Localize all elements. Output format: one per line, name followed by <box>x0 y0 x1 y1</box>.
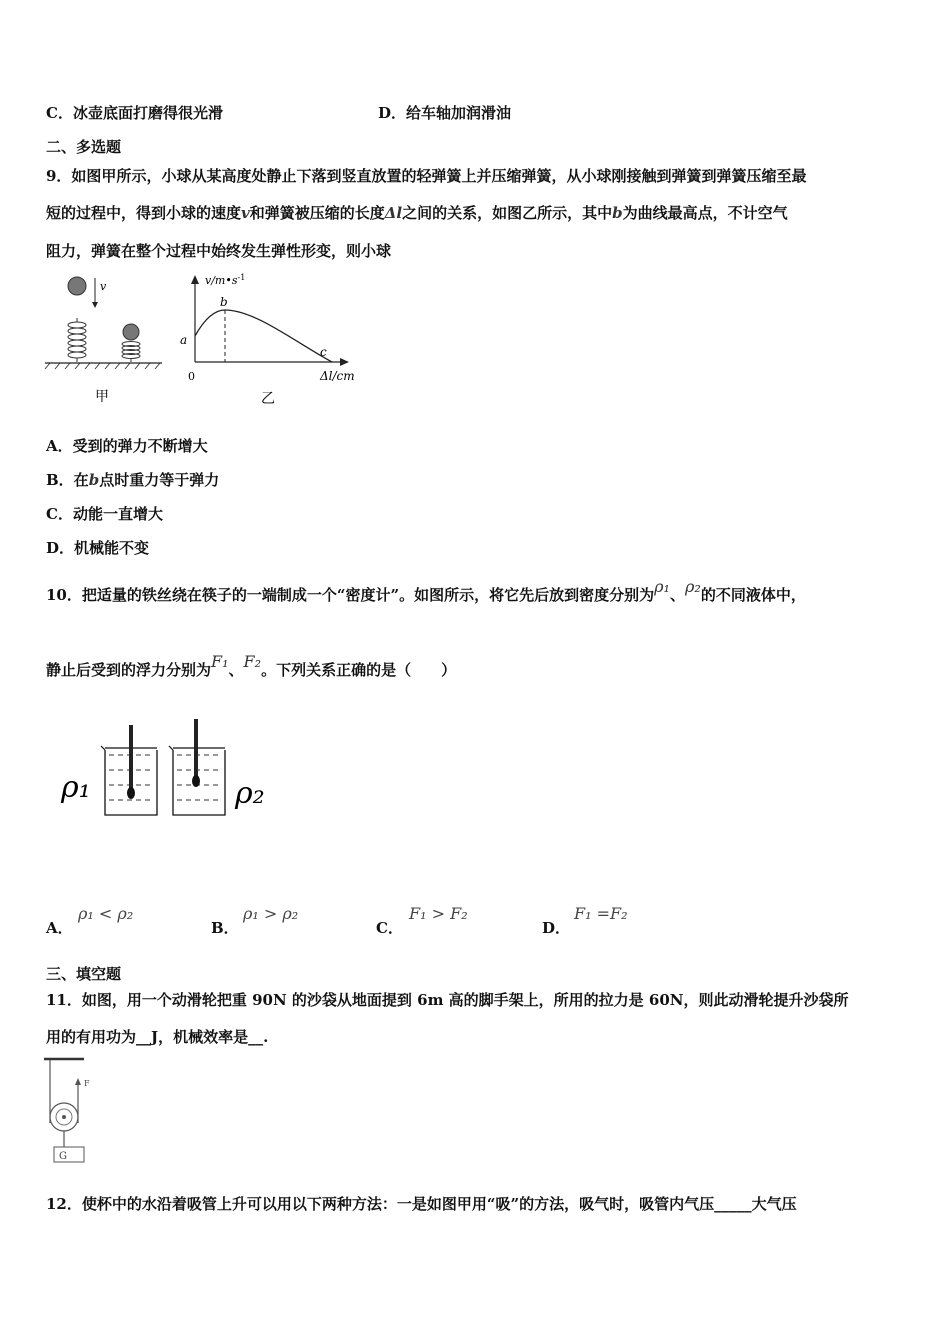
ball-falling <box>68 277 86 295</box>
densimeter-1 <box>129 725 133 793</box>
x-axis-label: Δl/cm <box>320 369 355 383</box>
origin-label: 0 <box>188 370 195 383</box>
q9-line-2: 短的过程中，得到小球的速度v和弹簧被压缩的长度Δl之间的关系，如图乙所示，其中b为曲线最高点，不计空气 <box>46 204 788 222</box>
q8-option-c: C．冰壶底面打磨得很光滑 <box>46 104 223 122</box>
q10-option-d-label: D． <box>542 919 571 937</box>
caption-yi: 乙 <box>261 391 275 407</box>
force-label: F <box>84 1079 90 1088</box>
y-axis-label: $v/m•s^{-1}$ <box>205 273 246 287</box>
v-label: v <box>100 280 107 293</box>
section-2-title: 二、多选题 <box>46 138 122 156</box>
q10-figure <box>55 715 285 825</box>
caption-jia: 甲 <box>95 389 109 405</box>
q10-option-b-label: B． <box>211 919 239 937</box>
beaker-1 <box>101 725 157 815</box>
rho1-label: ρ₁ <box>61 770 91 805</box>
q9-figure <box>40 270 380 410</box>
weight-label: G <box>59 1151 67 1162</box>
rho2-label: ρ₂ <box>235 776 265 811</box>
point-b-label: b <box>220 295 228 309</box>
ball-on-spring <box>123 324 139 340</box>
q9-line-3: 阻力，弹簧在整个过程中始终发生弹性形变，则小球 <box>46 242 392 260</box>
q9-line-1: 9．如图甲所示，小球从某高度处静止下落到竖直放置的轻弹簧上并压缩弹簧，从小球刚接触到弹簧到弹簧压缩至最 <box>46 167 807 185</box>
spring-compressed <box>122 342 140 363</box>
q11-pulley-figure <box>42 1055 102 1167</box>
q10-option-b-expr: ρ₁ > ρ₂ <box>243 904 299 923</box>
densimeter-2 <box>194 719 198 781</box>
q11-line-1: 11．如图，用一个动滑轮把重 90N 的沙袋从地面提到 6m 高的脚手架上，所用的拉力是 60N，则此动滑轮提升沙袋所 <box>46 991 849 1009</box>
q11-line-2: 用的有用功为__J，机械效率是__. <box>46 1028 269 1046</box>
q10-line-2: 静止后受到的浮力分别为F₁、F₂。下列关系正确的是（ ） <box>46 652 457 679</box>
q10-option-a-label: A． <box>46 919 73 937</box>
figure-yi <box>180 273 355 407</box>
q10-option-c-expr: F₁ > F₂ <box>409 904 468 923</box>
q9-option-a: A．受到的弹力不断增大 <box>46 437 208 455</box>
spring-uncompressed <box>68 318 86 362</box>
figure-jia <box>45 277 162 405</box>
q12-line-1: 12．使杯中的水沿着吸管上升可以用以下两种方法：一是如图甲用“吸”的方法，吸气时，吸管内气压_____大气压 <box>46 1195 797 1213</box>
q9-option-d: D．机械能不变 <box>46 539 150 557</box>
beaker-2 <box>169 719 225 815</box>
q10-option-c-label: C． <box>376 919 403 937</box>
velocity-curve <box>195 310 332 362</box>
section-3-title: 三、填空题 <box>46 965 122 983</box>
q10-option-d-expr: F₁ =F₂ <box>574 904 628 923</box>
q9-option-b: B．在b点时重力等于弹力 <box>46 471 220 489</box>
point-c-label: c <box>320 345 327 359</box>
q8-option-d: D．给车轴加润滑油 <box>378 104 512 122</box>
q9-option-c: C．动能一直增大 <box>46 505 163 523</box>
point-a-label: a <box>180 333 188 347</box>
q10-option-a-expr: ρ₁ < ρ₂ <box>78 904 134 923</box>
q10-line-1: 10．把适量的铁丝绕在筷子的一端制成一个“密度计”。如图所示，将它先后放到密度分别为ρ₁、ρ₂的不同液体中， <box>46 577 806 604</box>
